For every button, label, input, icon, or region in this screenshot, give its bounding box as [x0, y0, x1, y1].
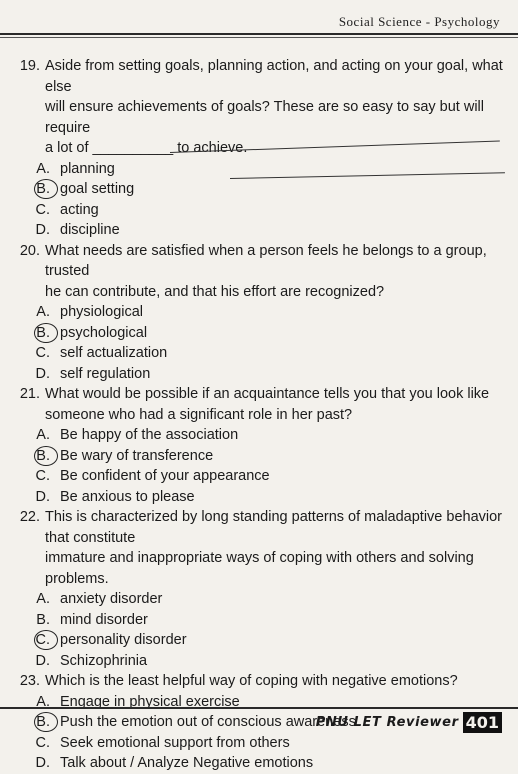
question-number: 23. [19, 673, 40, 689]
option-text: Be anxious to please [60, 488, 195, 505]
option-text: mind disorder [60, 611, 148, 628]
question-number: 20. [19, 242, 40, 259]
option-text: acting [60, 201, 99, 218]
answer-circle-mark [34, 179, 58, 199]
answer-option [0, 589, 518, 610]
question-text: Which is the least helpful way of coping with negative emotions? [45, 673, 458, 689]
answer-circle-mark [34, 712, 58, 732]
answer-option [0, 651, 518, 672]
question-stem-line [0, 671, 518, 692]
header-rule [0, 33, 518, 35]
question-number: 21. [19, 386, 40, 402]
option-text: anxiety disorder [60, 591, 163, 607]
question-text: will ensure achievements of goals? These are so easy to say but will require [45, 99, 484, 136]
option-letter: C. [35, 345, 50, 361]
option-text: self actualization [60, 345, 168, 361]
question-number [0, 548, 45, 589]
option-text: planning [60, 160, 115, 177]
option-letter: B. [36, 324, 50, 341]
question-number: 19. [19, 58, 40, 74]
answer-circle-mark [34, 446, 58, 466]
option-letter: D. [35, 365, 50, 382]
option-letter: C. [35, 468, 50, 484]
answer-option [0, 466, 518, 487]
option-letter: C. [35, 734, 50, 751]
question-text: a lot of __________ to achieve. [45, 140, 248, 156]
question-text: he can contribute, and that his effort are recognized? [45, 283, 385, 300]
option-text: discipline [60, 222, 120, 238]
question-stem-line [0, 97, 518, 138]
answer-option [0, 610, 518, 631]
question-stem-line [0, 241, 518, 282]
answer-option [0, 343, 518, 364]
footer-label: PNU LET Reviewer [315, 715, 459, 730]
question-number [0, 405, 45, 426]
option-text: physiological [60, 304, 144, 320]
answer-option [0, 487, 518, 508]
question-item [0, 241, 518, 385]
question-text: This is characterized by long standing patterns of maladaptive behavior that constitute [45, 509, 503, 546]
question-number [0, 97, 45, 138]
option-text: Talk about / Analyze Negative emotions [60, 755, 314, 771]
option-text: goal setting [60, 181, 135, 197]
answer-option [0, 220, 518, 241]
answer-option [0, 159, 518, 180]
option-text: psychological [60, 324, 148, 341]
answer-option [0, 302, 518, 323]
question-stem-line [0, 384, 518, 405]
question-text: immature and inappropriate ways of coping with others and solving problems. [45, 550, 474, 587]
answer-option [0, 179, 518, 200]
question-text: someone who had a significant role in her past? [45, 406, 353, 423]
question-number [0, 138, 45, 159]
option-letter: B. [36, 611, 50, 628]
answer-circle-mark [34, 630, 58, 650]
option-letter: A. [36, 591, 50, 607]
question-stem-line [0, 548, 518, 589]
page-header: Social Science - Psychology [338, 14, 500, 29]
option-text: Be happy of the association [60, 427, 239, 443]
question-number: 22. [19, 509, 40, 525]
option-text: Schizophrinia [60, 652, 148, 669]
answer-circle-mark [34, 323, 58, 343]
option-text: Be confident of your appearance [60, 468, 270, 484]
option-text: self regulation [60, 365, 151, 382]
option-letter: D. [35, 488, 50, 505]
option-letter: C. [35, 632, 50, 648]
page-footer [316, 712, 502, 733]
option-letter: A. [36, 304, 50, 320]
answer-option [0, 425, 518, 446]
question-stem-line [0, 507, 518, 548]
question-stem-line [0, 282, 518, 303]
option-text: personality disorder [60, 632, 187, 648]
question-stem-line [0, 56, 518, 97]
question-number [0, 282, 45, 303]
answer-option [0, 200, 518, 221]
option-letter: A. [36, 693, 50, 710]
option-letter: B. [36, 181, 50, 197]
option-text: Engage in physical exercise [60, 693, 240, 710]
answer-option [0, 446, 518, 467]
answer-option [0, 364, 518, 385]
option-letter: D. [35, 222, 50, 238]
option-text: Push the emotion out of conscious awareness [60, 714, 356, 730]
option-letter: D. [35, 755, 50, 771]
question-item [0, 384, 518, 507]
option-text: Seek emotional support from others [60, 734, 290, 751]
question-text: What would be possible if an acquaintance tells you that you look like [45, 386, 490, 402]
answer-option [0, 753, 518, 774]
header-rule-thin [0, 37, 518, 38]
question-text: What needs are satisfied when a person feels he belongs to a group, trusted [45, 242, 487, 279]
answer-option [0, 323, 518, 344]
question-list [0, 56, 518, 774]
option-letter: B. [36, 447, 50, 464]
question-stem-line [0, 405, 518, 426]
question-text: Aside from setting goals, planning action, and acting on your goal, what else [45, 58, 503, 95]
option-letter: A. [36, 427, 50, 443]
option-text: Be wary of transference [60, 447, 214, 464]
page-number: 401 [463, 712, 502, 733]
option-letter: D. [35, 652, 50, 669]
option-letter: C. [35, 201, 50, 218]
option-letter: A. [36, 160, 50, 177]
answer-option [0, 630, 518, 651]
footer-rule [0, 707, 518, 709]
option-letter: B. [36, 714, 50, 730]
question-item [0, 507, 518, 671]
